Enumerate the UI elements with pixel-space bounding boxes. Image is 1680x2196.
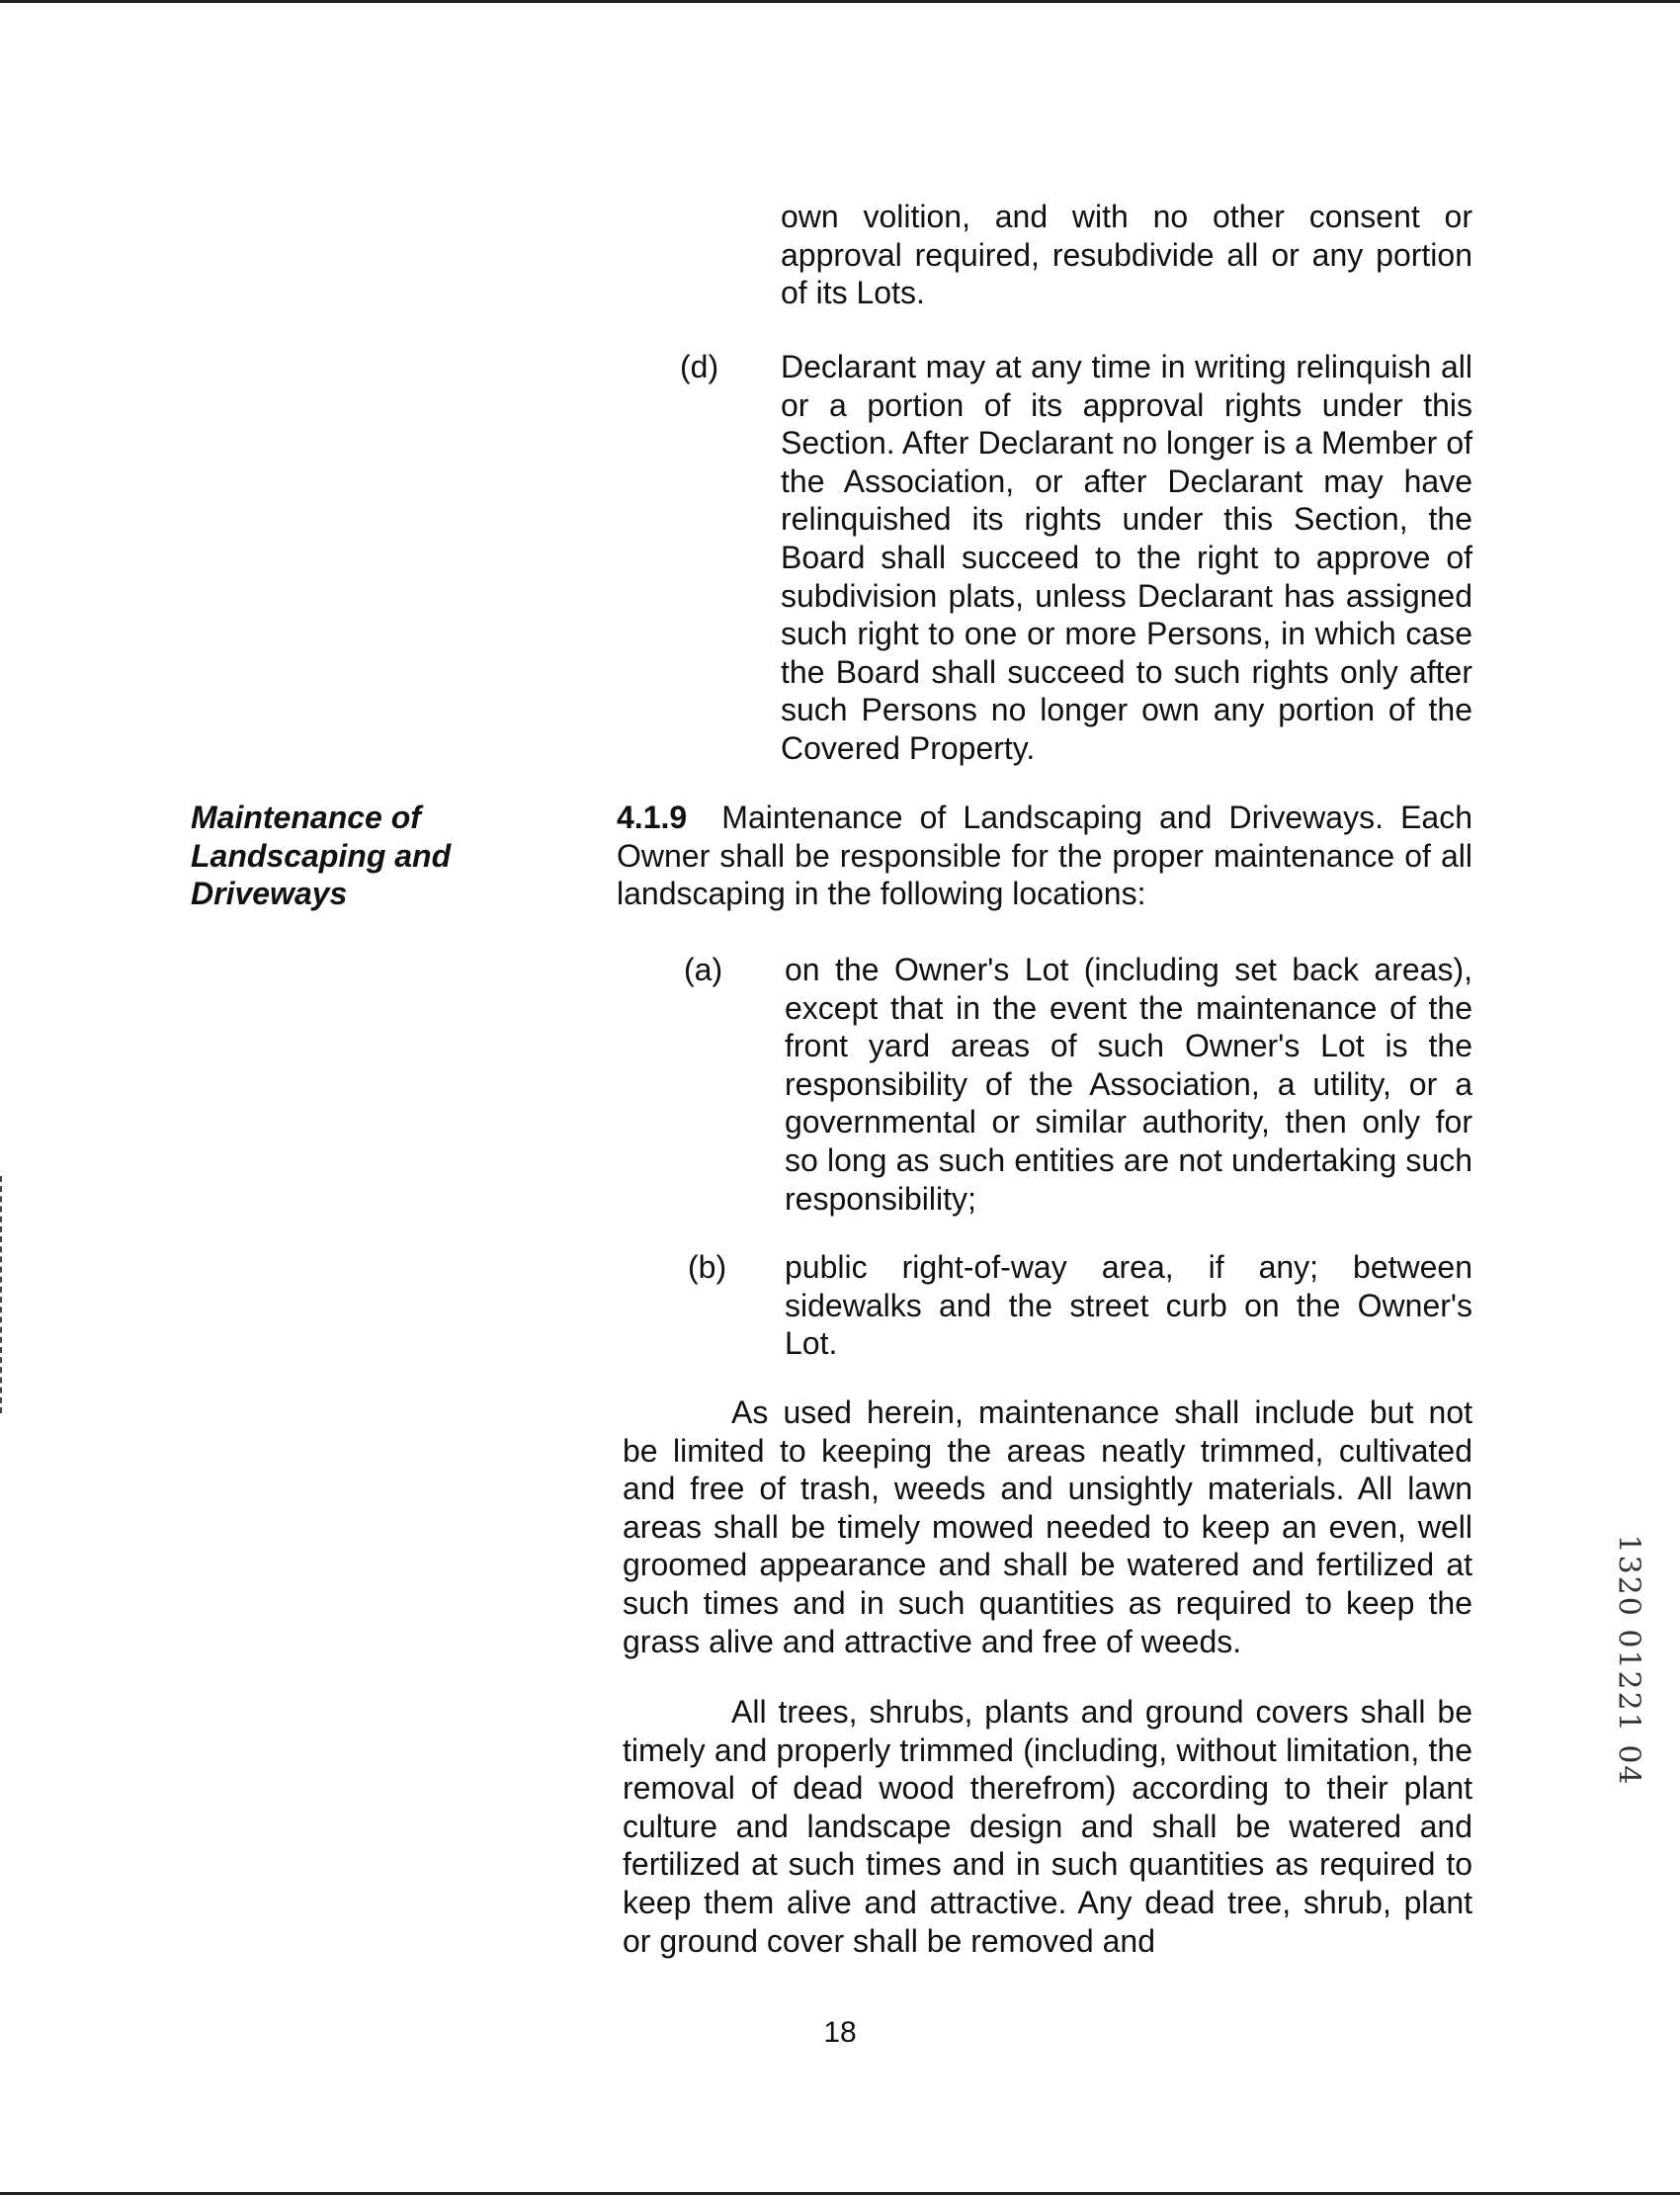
margin-heading: Maintenance of Landscaping and Driveways [191, 800, 452, 912]
maintenance-paragraph: As used herein, maintenance shall include but not be limited to keeping the areas neatly trimmed, cultivated and free of trash, weeds and unsightly materials. All lawn areas shall be timely mowed needed to keep an even, well groomed appearance and shall be watered and fertilized at such times and in such quantities as required to keep the grass alive and attractive and free of weeds. [623, 1394, 1472, 1659]
continuation-paragraph: own volition, and with no other consent or approval required, resubdivide all or any portion of its Lots. [781, 199, 1472, 311]
scan-bottom-edge [0, 2192, 1680, 2195]
page-number: 18 [823, 2016, 857, 2049]
section-4-1-9 [617, 799, 1472, 913]
scan-top-edge [0, 0, 1680, 3]
item-a-text: on the Owner's Lot (including set back areas), except that in the event the maintenance of the front yard areas of such Owner's Lot is the responsibility of the Association, a utility, or a governmental or similar authority, then only for so long as such entities are not undertaking such responsibility; [785, 952, 1472, 1217]
section-number: 4.1.9 [617, 800, 688, 835]
item-d-text: Declarant may at any time in writing relinquish all or a portion of its approval rights under this Section. After Declarant no longer is a Member of the Association, or after Declarant may have relinquished its rights under this Section, the Board shall succeed to the right to approve of subdivision plats, unless Declarant has assigned such right to one or more Persons, in which case the Board shall succeed to such rights only after such Persons no longer own any portion of the Covered Property. [781, 349, 1472, 766]
item-b-label: (b) [688, 1249, 727, 1285]
section-text: Maintenance of Landscaping and Driveways. Each Owner shall be responsible for the proper maintenance of all landscaping in the following locations: [617, 800, 1473, 912]
item-b-text: public right-of-way area, if any; between sidewalks and the street curb on the Owner's Lot. [785, 1249, 1472, 1362]
trees-paragraph: All trees, shrubs, plants and ground covers shall be timely and properly trimmed (including, without limitation, the removal of dead wood therefrom) according to their plant culture and landscape design and shall be watered and fertilized at such times and in such quantities as required to keep them alive and attractive. Any dead tree, shrub, plant or ground cover shall be removed and [623, 1694, 1472, 1959]
item-d-label: (d) [680, 349, 719, 384]
item-a-label: (a) [684, 952, 723, 987]
scan-margin-marks [0, 1176, 6, 1413]
bates-stamp: 1320 01221 04 [1611, 1534, 1646, 1787]
